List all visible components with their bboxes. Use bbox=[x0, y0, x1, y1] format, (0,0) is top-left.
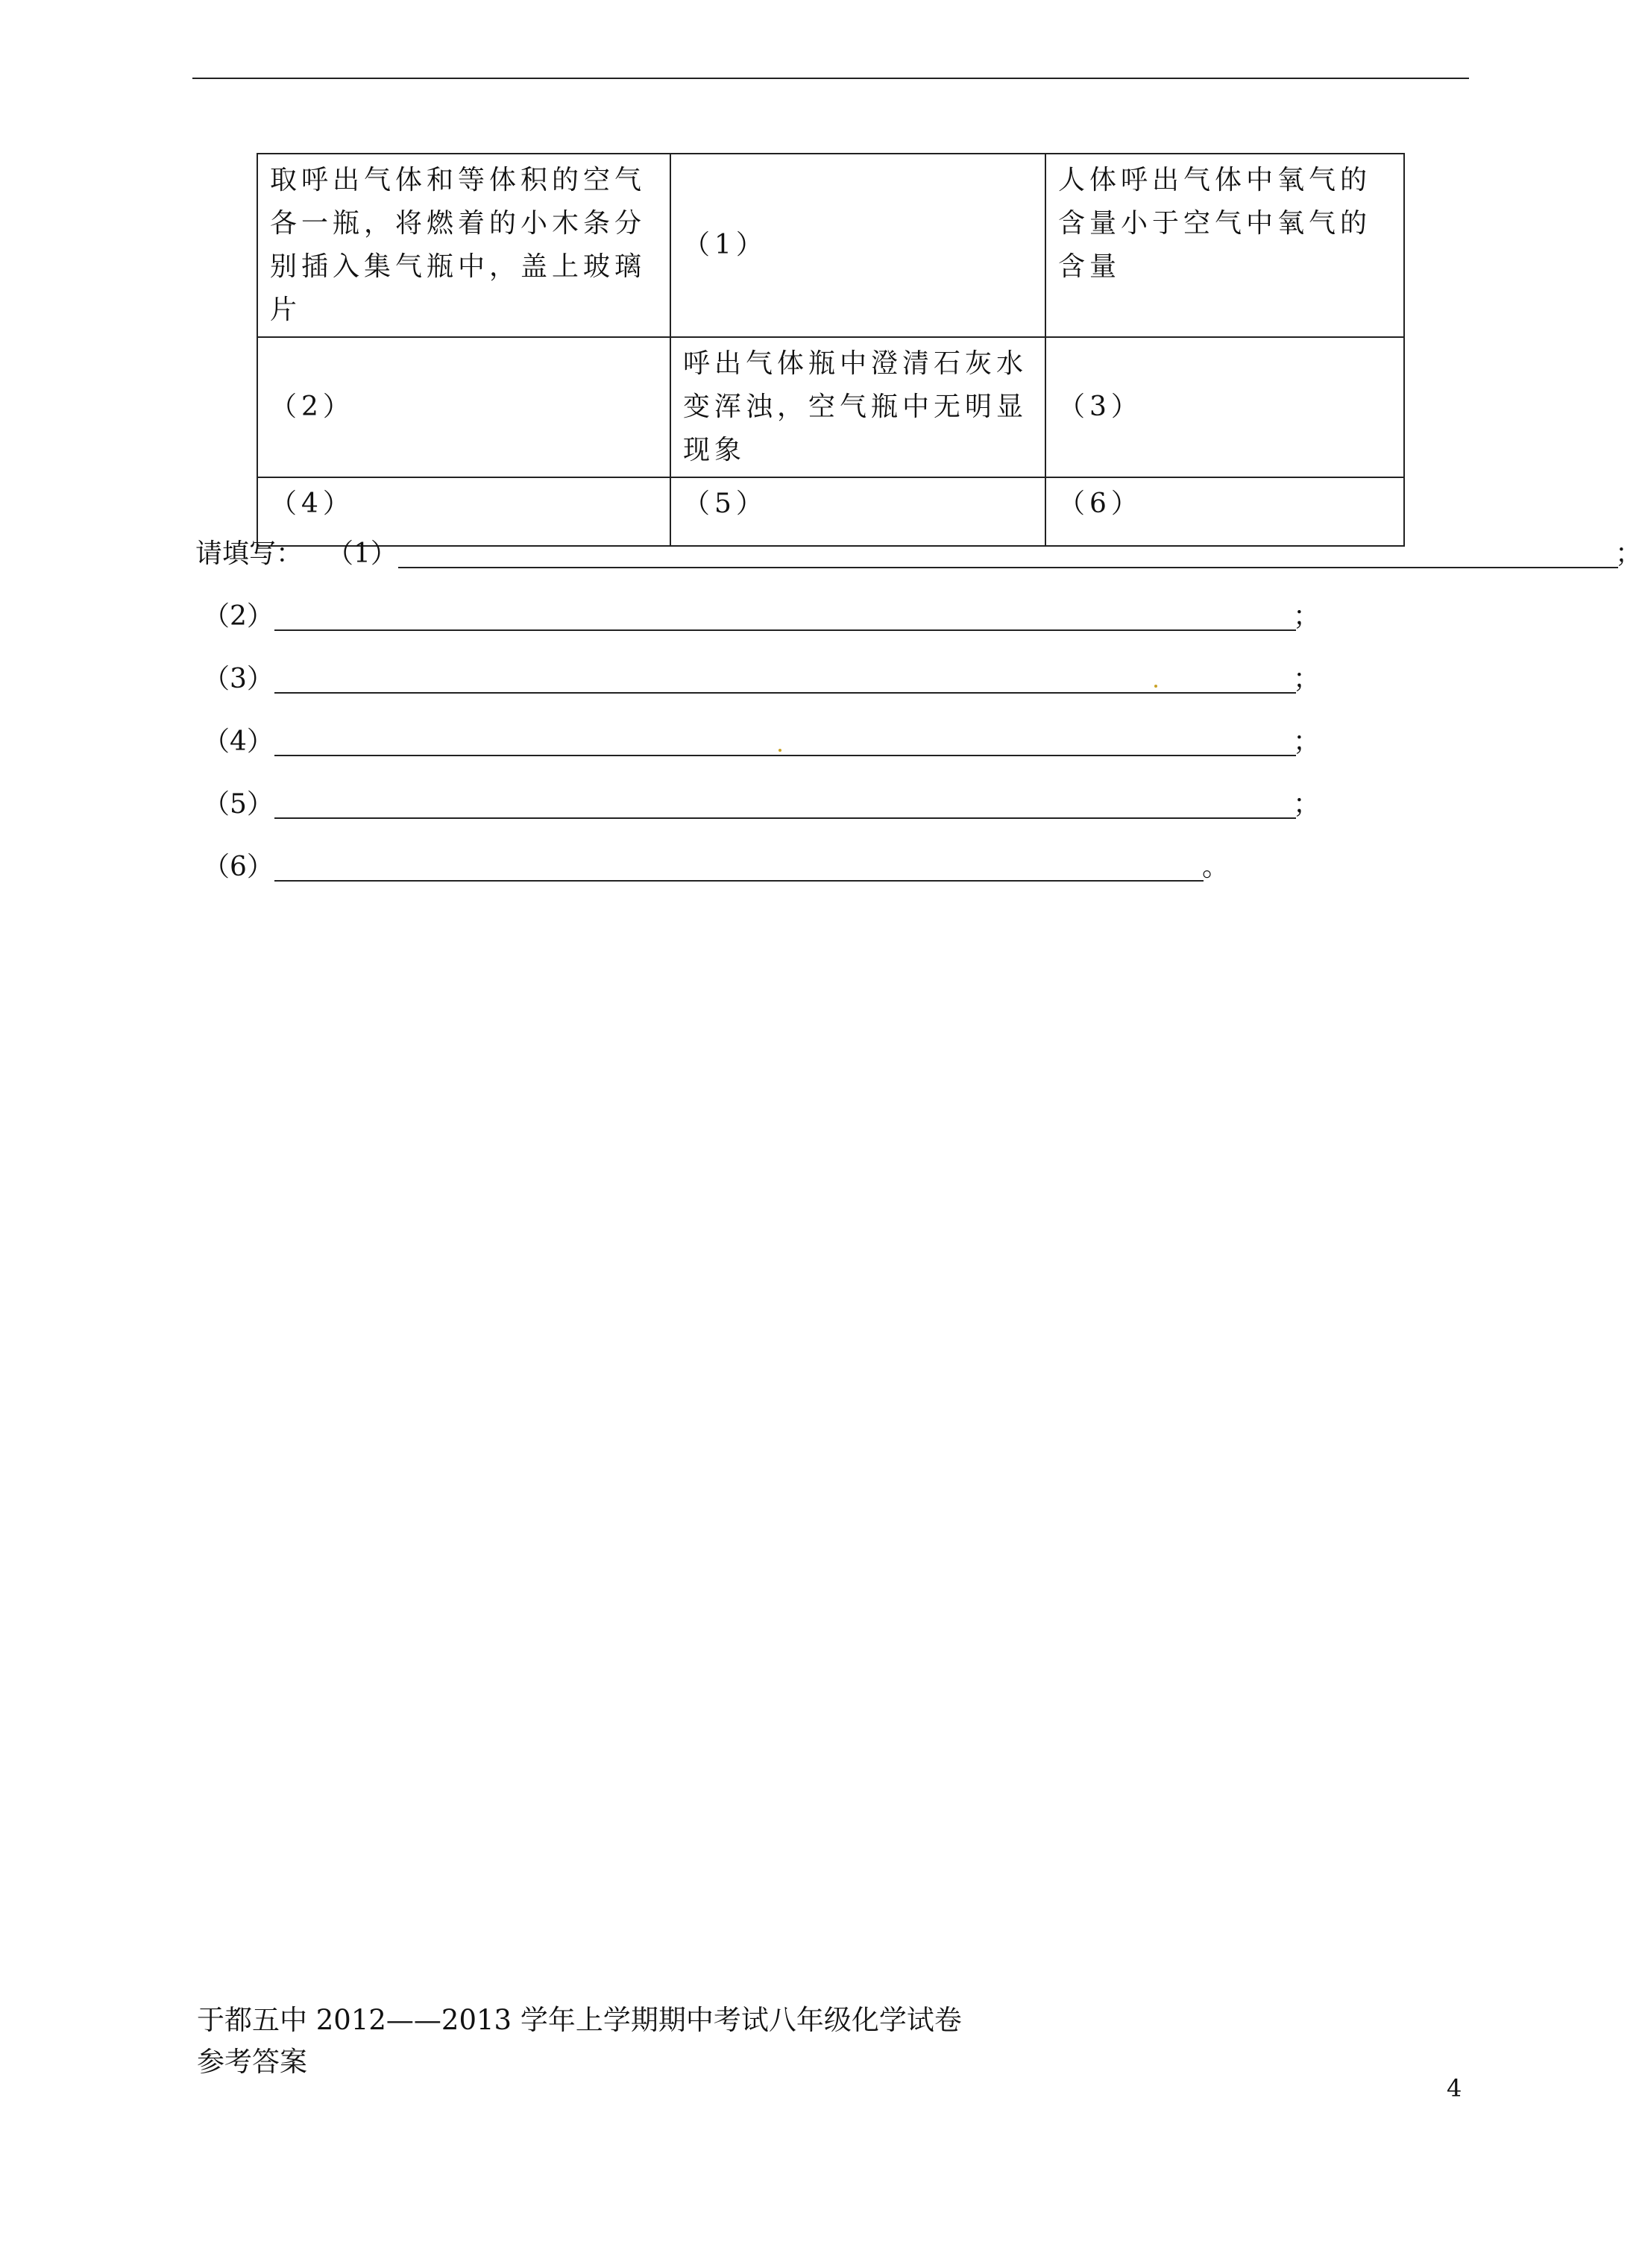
table-cell-blank-2: （2） bbox=[257, 337, 670, 477]
experiment-table bbox=[257, 153, 1405, 547]
fill-in-row-6 bbox=[203, 849, 1247, 886]
table-cell-blank-6: （6） bbox=[1045, 477, 1404, 546]
scan-speck bbox=[778, 749, 781, 752]
fill-in-label: （1） bbox=[327, 538, 397, 569]
table-cell-procedure: 取呼出气体和等体积的空气各一瓶，将燃着的小木条分别插入集气瓶中，盖上玻璃片 bbox=[257, 154, 670, 337]
answer-line[interactable] bbox=[274, 817, 1296, 819]
table-row bbox=[257, 154, 1404, 337]
fill-in-end: ； bbox=[1293, 601, 1321, 632]
page-number: 4 bbox=[1447, 2074, 1462, 2102]
fill-in-row-4 bbox=[203, 723, 1321, 761]
table-cell-blank-3: （3） bbox=[1045, 337, 1404, 477]
fill-in-row-1 bbox=[195, 535, 1642, 573]
answer-line[interactable] bbox=[398, 567, 1618, 568]
answer-line[interactable] bbox=[274, 629, 1296, 631]
scan-speck bbox=[1154, 685, 1157, 688]
fill-in-label: （5） bbox=[203, 789, 274, 820]
table-cell-blank-4: （4） bbox=[257, 477, 670, 546]
fill-in-end: ； bbox=[1293, 789, 1321, 820]
fill-in-end: ； bbox=[1293, 664, 1321, 694]
answer-line[interactable] bbox=[274, 692, 1296, 694]
fill-in-end: ； bbox=[1293, 726, 1321, 757]
fill-in-label: （6） bbox=[203, 852, 274, 882]
table-cell-blank-1: （1） bbox=[670, 154, 1045, 337]
fill-in-end: 。 bbox=[1202, 852, 1230, 882]
exam-title: 于都五中 2012——2013 学年上学期期中考试八年级化学试卷 bbox=[197, 2004, 962, 2036]
table-row bbox=[257, 337, 1404, 477]
fill-in-label: （4） bbox=[203, 726, 274, 757]
fill-in-row-3 bbox=[203, 661, 1321, 698]
fill-in-label: （2） bbox=[203, 601, 274, 632]
table-cell-conclusion: 人体呼出气体中氧气的含量小于空气中氧气的含量 bbox=[1045, 154, 1404, 337]
fill-in-end: ； bbox=[1615, 538, 1642, 569]
fill-in-row-2 bbox=[203, 598, 1321, 635]
table-cell-blank-5: （5） bbox=[670, 477, 1045, 546]
fill-in-prompt: 请填写： bbox=[195, 538, 303, 569]
fill-in-label: （3） bbox=[203, 664, 274, 694]
answers-heading: 参考答案 bbox=[197, 2046, 307, 2078]
table-cell-phenomenon: 呼出气体瓶中澄清石灰水变浑浊，空气瓶中无明显现象 bbox=[670, 337, 1045, 477]
header-rule bbox=[192, 78, 1469, 79]
fill-in-row-5 bbox=[203, 786, 1321, 823]
answer-line[interactable] bbox=[274, 755, 1296, 756]
answer-line[interactable] bbox=[274, 880, 1204, 882]
